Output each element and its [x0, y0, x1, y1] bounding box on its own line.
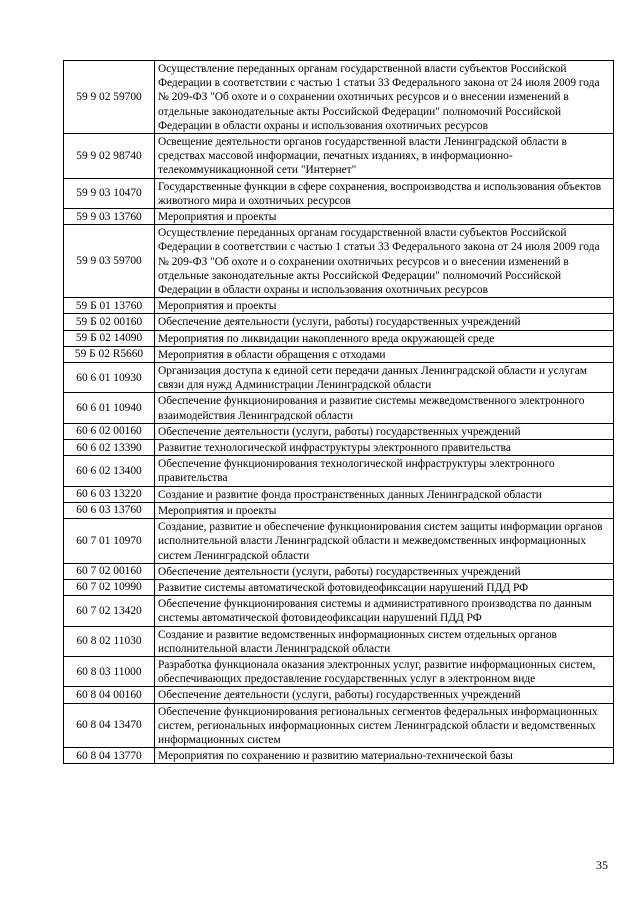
- row-description: Обеспечение функционирования и развитие системы межведомственного электронного взаимодействия Ленинградской области: [155, 393, 614, 423]
- row-code: 60 8 04 13770: [64, 748, 155, 764]
- row-description: Обеспечение деятельности (услуги, работы) государственных учреждений: [155, 687, 614, 703]
- table-row: [64, 225, 614, 298]
- row-code: 59 Б 02 R5660: [64, 346, 155, 362]
- table-row: [64, 330, 614, 346]
- row-description: Создание и развитие фонда пространственных данных Ленинградской области: [155, 486, 614, 502]
- row-description: Мероприятия и проекты: [155, 502, 614, 518]
- table-row: [64, 209, 614, 225]
- table-row: [64, 502, 614, 518]
- page-number: 35: [596, 858, 608, 872]
- table-row: [64, 178, 614, 208]
- row-description: Создание и развитие ведомственных информационных систем отдельных органов исполнительной власти Ленинградской области: [155, 626, 614, 656]
- table-row: [64, 486, 614, 502]
- table-row: [64, 363, 614, 393]
- row-code: 59 Б 02 00160: [64, 314, 155, 330]
- row-code: 60 6 03 13760: [64, 502, 155, 518]
- table-row: [64, 748, 614, 764]
- row-description: Обеспечение деятельности (услуги, работы) государственных учреждений: [155, 423, 614, 439]
- row-description: Освещение деятельности органов государственной власти Ленинградской области в средствах массовой информации, печатных изданиях, в информационно-телекоммуникационной сети "Интернет": [155, 134, 614, 179]
- table-row: [64, 61, 614, 134]
- row-code: 59 9 03 10470: [64, 178, 155, 208]
- row-code: 60 6 01 10930: [64, 363, 155, 393]
- table-row: [64, 456, 614, 486]
- row-description: Обеспечение функционирования технологической инфраструктуры электронного правительства: [155, 456, 614, 486]
- table-row: [64, 626, 614, 656]
- row-description: Мероприятия по ликвидации накопленного вреда окружающей среде: [155, 330, 614, 346]
- row-description: Государственные функции в сфере сохранения, воспроизводства и использования объектов животного мира и охотничьих ресурсов: [155, 178, 614, 208]
- row-code: 59 9 02 98740: [64, 134, 155, 179]
- row-description: Создание, развитие и обеспечение функционирования систем защиты информации органов исполнительной власти Ленинградской области и межведомственных информационных систем Ленинградской области: [155, 519, 614, 564]
- table-row: [64, 298, 614, 314]
- row-code: 60 6 02 13400: [64, 456, 155, 486]
- row-code: 60 6 01 10940: [64, 393, 155, 423]
- row-code: 59 9 02 59700: [64, 61, 155, 134]
- table-row: [64, 134, 614, 179]
- row-code: 60 8 03 11000: [64, 656, 155, 686]
- row-description: Разработка функционала оказания электронных услуг, развитие информационных систем, обеспечивающих предоставление государственных услуг в электронном виде: [155, 656, 614, 686]
- row-code: 60 8 04 00160: [64, 687, 155, 703]
- row-code: 60 7 02 13420: [64, 596, 155, 626]
- row-description: Обеспечение деятельности (услуги, работы) государственных учреждений: [155, 563, 614, 579]
- row-description: Развитие технологической инфраструктуры электронного правительства: [155, 440, 614, 456]
- table-row: [64, 440, 614, 456]
- row-description: Мероприятия и проекты: [155, 298, 614, 314]
- row-code: 59 9 03 59700: [64, 225, 155, 298]
- row-code: 59 Б 02 14090: [64, 330, 155, 346]
- row-description: Развитие системы автоматической фотовидеофиксации нарушений ПДД РФ: [155, 579, 614, 595]
- table-row: [64, 596, 614, 626]
- row-code: 60 8 04 13470: [64, 703, 155, 748]
- table-row: [64, 423, 614, 439]
- row-description: Осуществление переданных органам государственной власти субъектов Российской Федерации в соответствии с частью 1 статьи 33 Федерального закона от 24 июля 2009 года № 209-ФЗ "Об охоте и о сохранении охотничьих ресурсов и о внесении изменений в отдельные законодательные акты Российской Федерации" полномочий Российской Федерации в области охраны и использования охотничьих ресурсов: [155, 61, 614, 134]
- row-code: 60 8 02 11030: [64, 626, 155, 656]
- row-description: Организация доступа к единой сети передачи данных Ленинградской области и услугам связи для нужд Администрации Ленинградской области: [155, 363, 614, 393]
- row-description: Осуществление переданных органам государственной власти субъектов Российской Федерации в соответствии с частью 1 статьи 33 Федерального закона от 24 июля 2009 года № 209-ФЗ "Об охоте и о сохранении охотничьих ресурсов и о внесении изменений в отдельные законодательные акты Российской Федерации" полномочий Российской Федерации в области охраны и использования охотничьих ресурсов: [155, 225, 614, 298]
- row-code: 60 7 02 10990: [64, 579, 155, 595]
- row-description: Мероприятия и проекты: [155, 209, 614, 225]
- row-description: Мероприятия в области обращения с отходами: [155, 346, 614, 362]
- row-description: Мероприятия по сохранению и развитию материально-технической базы: [155, 748, 614, 764]
- table-body: [64, 61, 614, 764]
- row-code: 60 7 02 00160: [64, 563, 155, 579]
- budget-classification-table: [63, 60, 614, 764]
- row-code: 59 Б 01 13760: [64, 298, 155, 314]
- row-code: 60 6 02 13390: [64, 440, 155, 456]
- table-row: [64, 563, 614, 579]
- row-code: 60 6 02 00160: [64, 423, 155, 439]
- table-row: [64, 579, 614, 595]
- row-description: Обеспечение деятельности (услуги, работы) государственных учреждений: [155, 314, 614, 330]
- table-row: [64, 656, 614, 686]
- row-description: Обеспечение функционирования региональных сегментов федеральных информационных систем, региональных информационных систем Ленинградской области и ведомственных информационных систем: [155, 703, 614, 748]
- table-row: [64, 687, 614, 703]
- table-row: [64, 314, 614, 330]
- table-row: [64, 703, 614, 748]
- row-code: 60 6 03 13220: [64, 486, 155, 502]
- row-description: Обеспечение функционирования системы и административного производства по данным системы автоматической фотовидеофиксации нарушений ПДД РФ: [155, 596, 614, 626]
- row-code: 59 9 03 13760: [64, 209, 155, 225]
- row-code: 60 7 01 10970: [64, 519, 155, 564]
- table-row: [64, 346, 614, 362]
- table-row: [64, 519, 614, 564]
- table-row: [64, 393, 614, 423]
